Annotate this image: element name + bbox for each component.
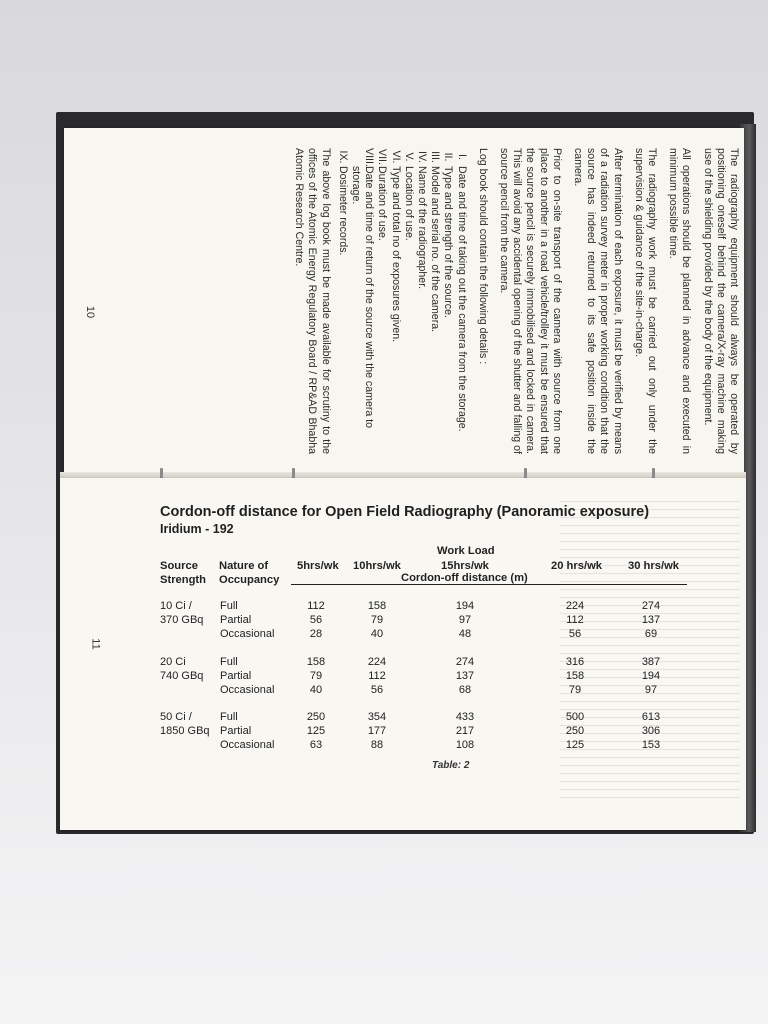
page-10-text (74, 130, 744, 468)
distance-cell: 112 (368, 670, 386, 682)
distance-cell: 158 (306, 656, 326, 668)
distance-cell: 56 (370, 684, 384, 696)
distance-cell: 316 (565, 656, 585, 668)
distance-cell: 112 (566, 614, 584, 626)
paragraph: After termination of each exposure, it must be verified by means of a radiation survey meter in proper working condition that the source has indeed returned to its safe position inside the camera. (571, 148, 624, 454)
header-rule (291, 584, 687, 585)
distance-cell: 137 (641, 614, 661, 626)
distance-cell: 250 (306, 711, 326, 723)
page-11 (60, 478, 746, 830)
distance-cell: 40 (309, 684, 323, 696)
occupancy-cell: Full (220, 600, 238, 612)
distance-cell: 56 (309, 614, 323, 626)
distance-cell: 433 (455, 711, 475, 723)
page-number: 11 (89, 638, 102, 650)
distance-cell: 274 (641, 600, 661, 612)
distance-cell: 217 (455, 725, 475, 737)
distance-cell: 69 (644, 628, 658, 640)
distance-cell: 108 (455, 739, 475, 751)
paragraph: The radiography equipment should always be operated by positioning oneself behind the camera/X-ray machine making use of the shielding provided by the body of the equipment. (701, 148, 740, 454)
occupancy-cell: Partial (220, 670, 252, 682)
occupancy-cell: Occasional (220, 684, 275, 696)
col-header-5hrs: 5hrs/wk (297, 560, 339, 572)
distance-cell: 177 (367, 725, 387, 737)
list-item: VII. Duration of use. (376, 149, 389, 241)
distance-cell: 194 (455, 600, 475, 612)
source-strength-gbq: 370 GBq (160, 614, 204, 626)
occupancy-cell: Partial (220, 614, 252, 626)
list-item: IX. Dosimeter records. (336, 150, 349, 256)
distance-cell: 97 (458, 614, 472, 626)
source-strength-ci: 10 Ci / (160, 600, 192, 612)
distance-cell: 40 (370, 628, 384, 640)
page-number: 10 (84, 305, 97, 319)
distance-cell: 274 (455, 656, 475, 668)
distance-cell: 613 (641, 711, 661, 723)
list-item: II. Type and strength of the source. (442, 152, 455, 318)
bleed-through (560, 498, 740, 798)
distance-cell: 125 (306, 725, 326, 737)
occupancy-cell: Occasional (220, 739, 275, 751)
distance-cell: 158 (565, 670, 585, 682)
source-strength-ci: 50 Ci / (160, 711, 192, 723)
distance-cell: 250 (565, 725, 585, 737)
col-header-cordon: Cordon-off distance (m) (401, 572, 528, 584)
col-header-occupancy: Occupancy (219, 574, 280, 586)
distance-cell: 63 (309, 739, 323, 751)
distance-cell: 125 (565, 739, 585, 751)
distance-cell: 79 (370, 614, 384, 626)
distance-cell: 56 (568, 628, 582, 640)
distance-cell: 68 (458, 684, 472, 696)
source-strength-gbq: 1850 GBq (160, 725, 210, 737)
distance-cell: 88 (370, 739, 384, 751)
list-item: V. Location of use. (402, 152, 415, 241)
table-title: Cordon-off distance for Open Field Radiography (Panoramic exposure) (160, 504, 650, 520)
table-caption: Table: 2 (432, 760, 470, 771)
list-item: VIII. Date and time of return of the source with the camera to storage. (349, 148, 376, 429)
distance-cell: 158 (367, 600, 387, 612)
distance-cell: 153 (641, 739, 661, 751)
distance-cell: 194 (641, 670, 661, 682)
col-header-30hrs: 30 hrs/wk (628, 560, 679, 572)
distance-cell: 28 (309, 628, 323, 640)
list-item: I. Date and time of taking out the camera from the storage. (455, 154, 468, 432)
list-item: IV. Name of the radiographer. (415, 151, 428, 290)
col-header-15hrs: 15hrs/wk (441, 560, 489, 572)
distance-cell: 79 (568, 684, 582, 696)
distance-cell: 112 (307, 600, 325, 612)
distance-cell: 79 (309, 670, 323, 682)
distance-cell: 387 (641, 656, 661, 668)
source-strength-gbq: 740 GBq (160, 670, 204, 682)
occupancy-cell: Full (220, 656, 238, 668)
col-header-10hrs: 10hrs/wk (353, 560, 401, 572)
distance-cell: 224 (367, 656, 387, 668)
source-strength-ci: 20 Ci (160, 656, 186, 668)
occupancy-cell: Occasional (220, 628, 275, 640)
distance-cell: 224 (565, 600, 585, 612)
col-header-workload: Work Load (437, 545, 495, 557)
col-header-strength: Strength (160, 574, 206, 586)
page-10 (64, 128, 744, 478)
paragraph: All operations should be planned in advance and executed in minimum possible time. (667, 148, 693, 454)
occupancy-cell: Partial (220, 725, 252, 737)
paragraph: Prior to on-site transport of the camera with source from one place to another in a road vehicle/trolley it must be ensured that the source pencil is securely immobilised and locked in camera. This will avoid any accidental opening of the shutter and falling of source pencil from the camera. (497, 148, 563, 454)
table-subtitle: Iridium - 192 (160, 522, 234, 536)
distance-cell: 97 (644, 684, 658, 696)
col-header-nature: Nature of (219, 560, 269, 572)
col-header-20hrs: 20 hrs/wk (551, 560, 602, 572)
list-item: III. Model and serial no. of the camera. (429, 151, 442, 333)
distance-cell: 500 (565, 711, 585, 723)
distance-cell: 137 (455, 670, 475, 682)
log-book-list (336, 148, 468, 454)
distance-cell: 48 (458, 628, 472, 640)
paragraph: Log book should contain the following details : (476, 148, 489, 365)
list-item: VI. Type and total no of exposures given. (389, 150, 402, 343)
paragraph: The radiography work must be carried out only under the supervision & guidance of the site-in-charge. (632, 148, 658, 454)
closing-paragraph: The above log book must be made available for scrutiny to the offices of the Atomic Energy Regulatory Board / RP&AD Bhabha Atomic Research Centre. (293, 148, 332, 454)
occupancy-cell: Full (220, 711, 238, 723)
distance-cell: 354 (367, 711, 387, 723)
distance-cell: 306 (641, 725, 661, 737)
col-header-source: Source (160, 560, 198, 572)
